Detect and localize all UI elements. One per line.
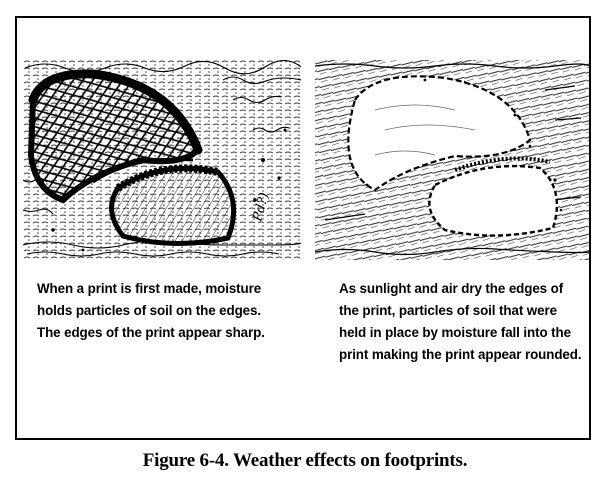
caption-line: the print, particles of soil that were xyxy=(339,303,557,318)
weathered-footprint-sketch xyxy=(315,60,589,260)
weathered-footprint-caption-text xyxy=(339,278,581,366)
figure-frame xyxy=(15,16,591,440)
handwritten-note: Pd?) xyxy=(250,191,273,224)
caption-line: held in place by moisture fall into the xyxy=(339,325,571,340)
caption-line: When a print is first made, moisture xyxy=(37,281,262,296)
caption-line: As sunlight and air dry the edges of xyxy=(339,281,564,296)
caption-line: holds particles of soil on the edges. xyxy=(37,303,261,318)
caption-line: print making the print appear rounded. xyxy=(339,347,582,362)
caption-line: The edges of the print appear sharp. xyxy=(37,325,265,340)
figure-title: Figure 6-4. Weather effects on footprints. xyxy=(142,450,468,471)
fresh-footprint-sketch xyxy=(23,60,301,260)
fresh-footprint-caption-text xyxy=(37,278,265,344)
fresh-footprint-illustration xyxy=(23,60,301,270)
weathered-footprint-illustration xyxy=(315,60,589,270)
